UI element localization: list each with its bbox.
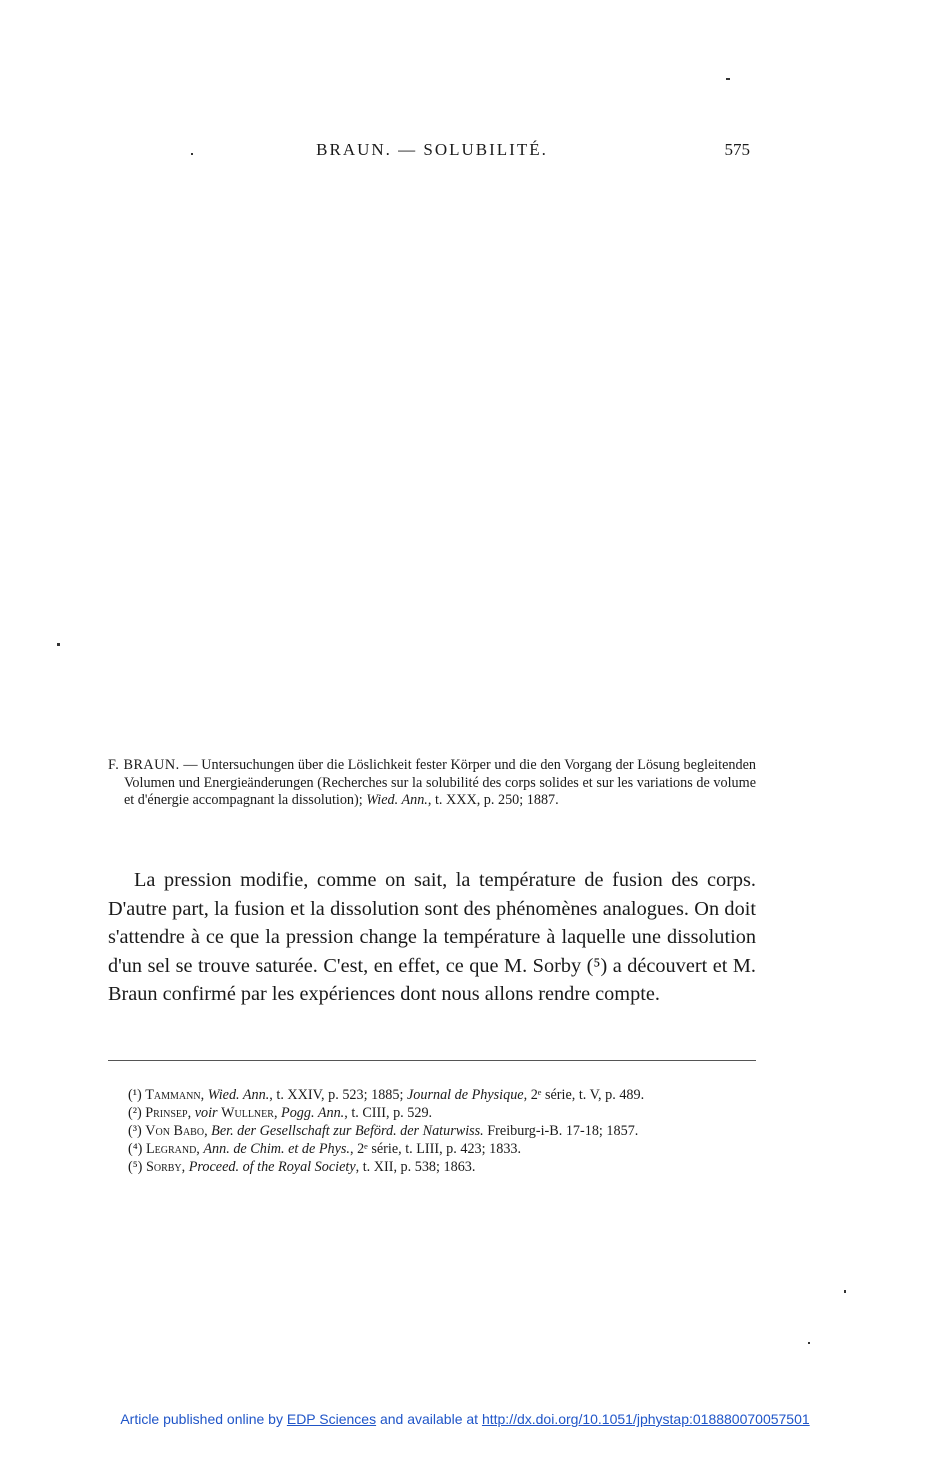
footer-prefix: Article published online by bbox=[120, 1411, 287, 1427]
footnote-author: Wullner bbox=[221, 1105, 274, 1121]
scan-speck bbox=[191, 153, 193, 155]
page-header bbox=[108, 140, 756, 164]
footnote-marker: (⁵) bbox=[128, 1159, 146, 1175]
footnote-marker: (¹) bbox=[128, 1087, 146, 1103]
scan-speck bbox=[844, 1290, 846, 1293]
footnote-rule bbox=[108, 1060, 756, 1061]
footnote-marker: (⁴) bbox=[128, 1141, 146, 1157]
footnote-separator: , bbox=[273, 1105, 282, 1121]
footer-middle: and available at bbox=[376, 1411, 482, 1427]
bibliographic-citation bbox=[108, 757, 756, 810]
footnote-journal: Ber. der Gesellschaft zur Beförd. der Naturwiss. bbox=[211, 1123, 484, 1139]
footnote-details: , t. XII, p. 538; 1863. bbox=[355, 1159, 476, 1175]
footnote-details: , t. XXIV, p. 523; 1885; bbox=[269, 1087, 407, 1103]
footnote-details: , 2ᵉ série, t. V, p. 489. bbox=[523, 1087, 645, 1103]
footnote-marker: (²) bbox=[128, 1105, 146, 1121]
footnote-author: Prinsep bbox=[145, 1105, 188, 1121]
publication-footer bbox=[0, 1411, 930, 1427]
footnote-details: , 2ᵉ série, t. LIII, p. 423; 1833. bbox=[349, 1141, 522, 1157]
citation-author: F. BRAUN. bbox=[108, 757, 180, 773]
footnote-details: Freiburg-i-B. 17-18; 1857. bbox=[483, 1123, 639, 1139]
citation-text bbox=[108, 757, 756, 810]
footnote-author: Legrand bbox=[145, 1141, 197, 1157]
body-paragraph: La pression modifie, comme on sait, la température de fusion des corps. D'autre part, la fusion et la dissolution sont des phénomènes analogues. On doit s'attendre à ce que la pression change la température à laquelle une dissolution d'un sel se trouve saturée. C'est, en effet, ce que M. Sorby (⁵) a découvert et M. Braun confirmé par les expériences dont nous allons rendre compte. bbox=[108, 869, 756, 1005]
footnote-1 bbox=[108, 1086, 756, 1104]
footnote-separator: , bbox=[181, 1159, 189, 1175]
footnote-5 bbox=[108, 1158, 756, 1176]
footnote-separator: , bbox=[187, 1105, 195, 1121]
scan-speck bbox=[808, 1342, 810, 1344]
footnote-journal: Journal de Physique bbox=[406, 1087, 524, 1103]
running-head: BRAUN. — SOLUBILITÉ. bbox=[316, 140, 548, 159]
footnote-journal: Wied. Ann. bbox=[207, 1087, 270, 1103]
footnote-journal: Ann. de Chim. et de Phys. bbox=[203, 1141, 350, 1157]
footnote-author: Sorby bbox=[145, 1159, 182, 1175]
body-text bbox=[108, 866, 756, 1009]
footnote-separator: , bbox=[196, 1141, 204, 1157]
citation-dash: — bbox=[179, 757, 202, 773]
footnote-2 bbox=[108, 1104, 756, 1122]
footnote-3 bbox=[108, 1122, 756, 1140]
footnote-journal: Proceed. of the Royal Society bbox=[188, 1159, 356, 1175]
footnote-details: , t. CIII, p. 529. bbox=[344, 1105, 433, 1121]
footnote-4 bbox=[108, 1140, 756, 1158]
footnote-journal: Pogg. Ann. bbox=[281, 1105, 345, 1121]
footnote-author: Von Babo bbox=[145, 1123, 205, 1139]
citation-details: , t. XXX, p. 250; 1887. bbox=[427, 792, 559, 809]
publisher-link[interactable]: EDP Sciences bbox=[286, 1411, 377, 1427]
scan-speck bbox=[726, 78, 730, 80]
doi-link[interactable]: http://dx.doi.org/10.1051/jphystap:018880070057501 bbox=[481, 1411, 810, 1427]
footnote-separator: , bbox=[200, 1087, 208, 1103]
footnotes bbox=[108, 1086, 756, 1176]
footnote-voir: voir bbox=[194, 1105, 218, 1121]
page-number: 575 bbox=[724, 140, 750, 159]
footnote-separator: , bbox=[204, 1123, 212, 1139]
footnote-author: Tammann bbox=[145, 1087, 201, 1103]
footnote-marker: (³) bbox=[128, 1123, 146, 1139]
scan-speck bbox=[57, 643, 60, 646]
citation-title: Untersuchungen über die Löslichkeit fester Körper und die den Vorgang der Lösung begleitenden Volumen und Energieänderungen (Recherches sur la solubilité des corps solides et sur les variations de volume et d'énergie accompagnant la dissolution); bbox=[124, 757, 756, 809]
citation-journal: Wied. Ann. bbox=[366, 792, 428, 809]
